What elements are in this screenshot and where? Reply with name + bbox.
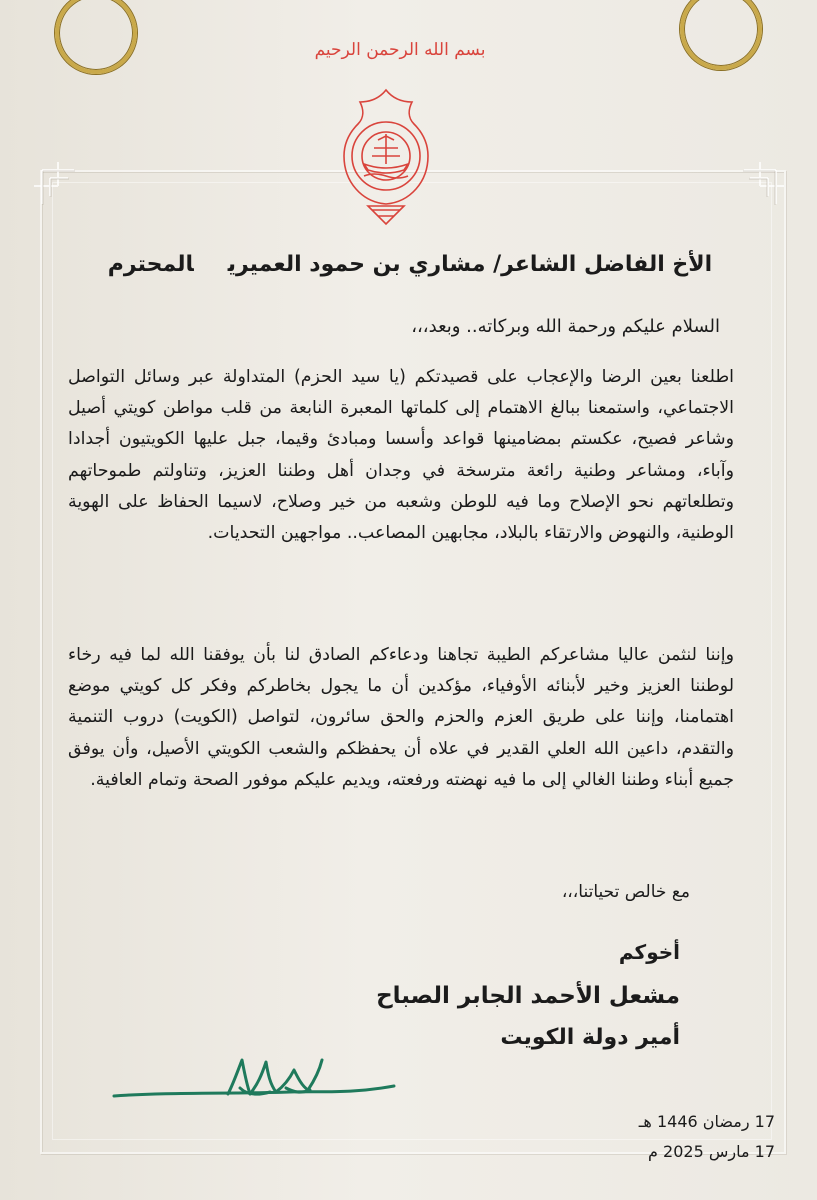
greeting: السلام عليكم ورحمة الله وبركاته.. وبعد،،،: [411, 316, 720, 337]
binder-ring-left: [55, 0, 137, 74]
addressee-name: الأخ الفاضل الشاعر/ مشاري بن حمود العميري: [227, 252, 713, 277]
signatory-role: أمير دولة الكويت: [500, 1025, 680, 1050]
date-gregorian: 17 مارس 2025 م: [648, 1142, 775, 1161]
body-paragraph-2: وإننا لنثمن عاليا مشاعركم الطيبة تجاهنا ودعاءكم الصادق لنا بأن يوفقنا الله لما فيه رخاء لوطننا العزيز وخير لأبنائه الأوفياء، مؤكدين أن ما يجول بخاطركم وفكر كل كويتي موضع اهتمامنا، وإننا على طريق العزم والحزم والحق سائرون، لتواصل (الكويت) دروب التنمية والتقدم، داعين الله العلي القدير في علاه أن يحفظكم والشعب الكويتي الأصيل، وأن يوفق جميع أبناء وطننا الغالي إلى ما فيه نهضته ورفعته، ويديم عليكم موفور الصحة وتمام العافية.: [68, 645, 734, 790]
closing-line: مع خالص تحياتنا،،،: [561, 882, 690, 902]
signatory-name: مشعل الأحمد الجابر الصباح: [376, 983, 680, 1009]
date-hijri: 17 رمضان 1446 هـ: [638, 1112, 775, 1131]
corner-ornament-top-left: [34, 160, 114, 250]
kuwait-emblem-icon: [338, 86, 434, 228]
corner-ornament-top-right: [704, 160, 784, 250]
signature-salutation: أخوكم: [618, 940, 680, 964]
addressee-line: [100, 252, 720, 277]
basmala: بسم الله الرحمن الرحيم: [314, 40, 486, 60]
body-paragraph-1: اطلعنا بعين الرضا والإعجاب على قصيدتكم (يا سيد الحزم) المتداولة عبر وسائل التواصل الاجتماعي، واستمعنا ببالغ الاهتمام إلى كلماتها المعبرة النابعة من قلب مواطن كويتي أصيل وشاعر فصيح، عكستم بمضامينها قواعد وأسسا ومبادئ وقيما، جبل عليها الكويتيون أجدادا وآباء، ومشاعر وطنية رائعة مترسخة في وجدان أهل وطننا العزيز، وتناولتم طموحاتهم وتطلعاتهم نحو الإصلاح وما فيه للوطن وشعبه من خير وصلاح، لاسيما الحفاظ على الهوية الوطنية، والنهوض والارتقاء بالبلاد، مجابهين المصاعب.. مواجهين التحديات.: [68, 367, 734, 544]
binder-ring-right: [680, 0, 762, 70]
addressee-honorific: المحترم: [107, 252, 194, 277]
handwritten-signature: [110, 1048, 400, 1118]
